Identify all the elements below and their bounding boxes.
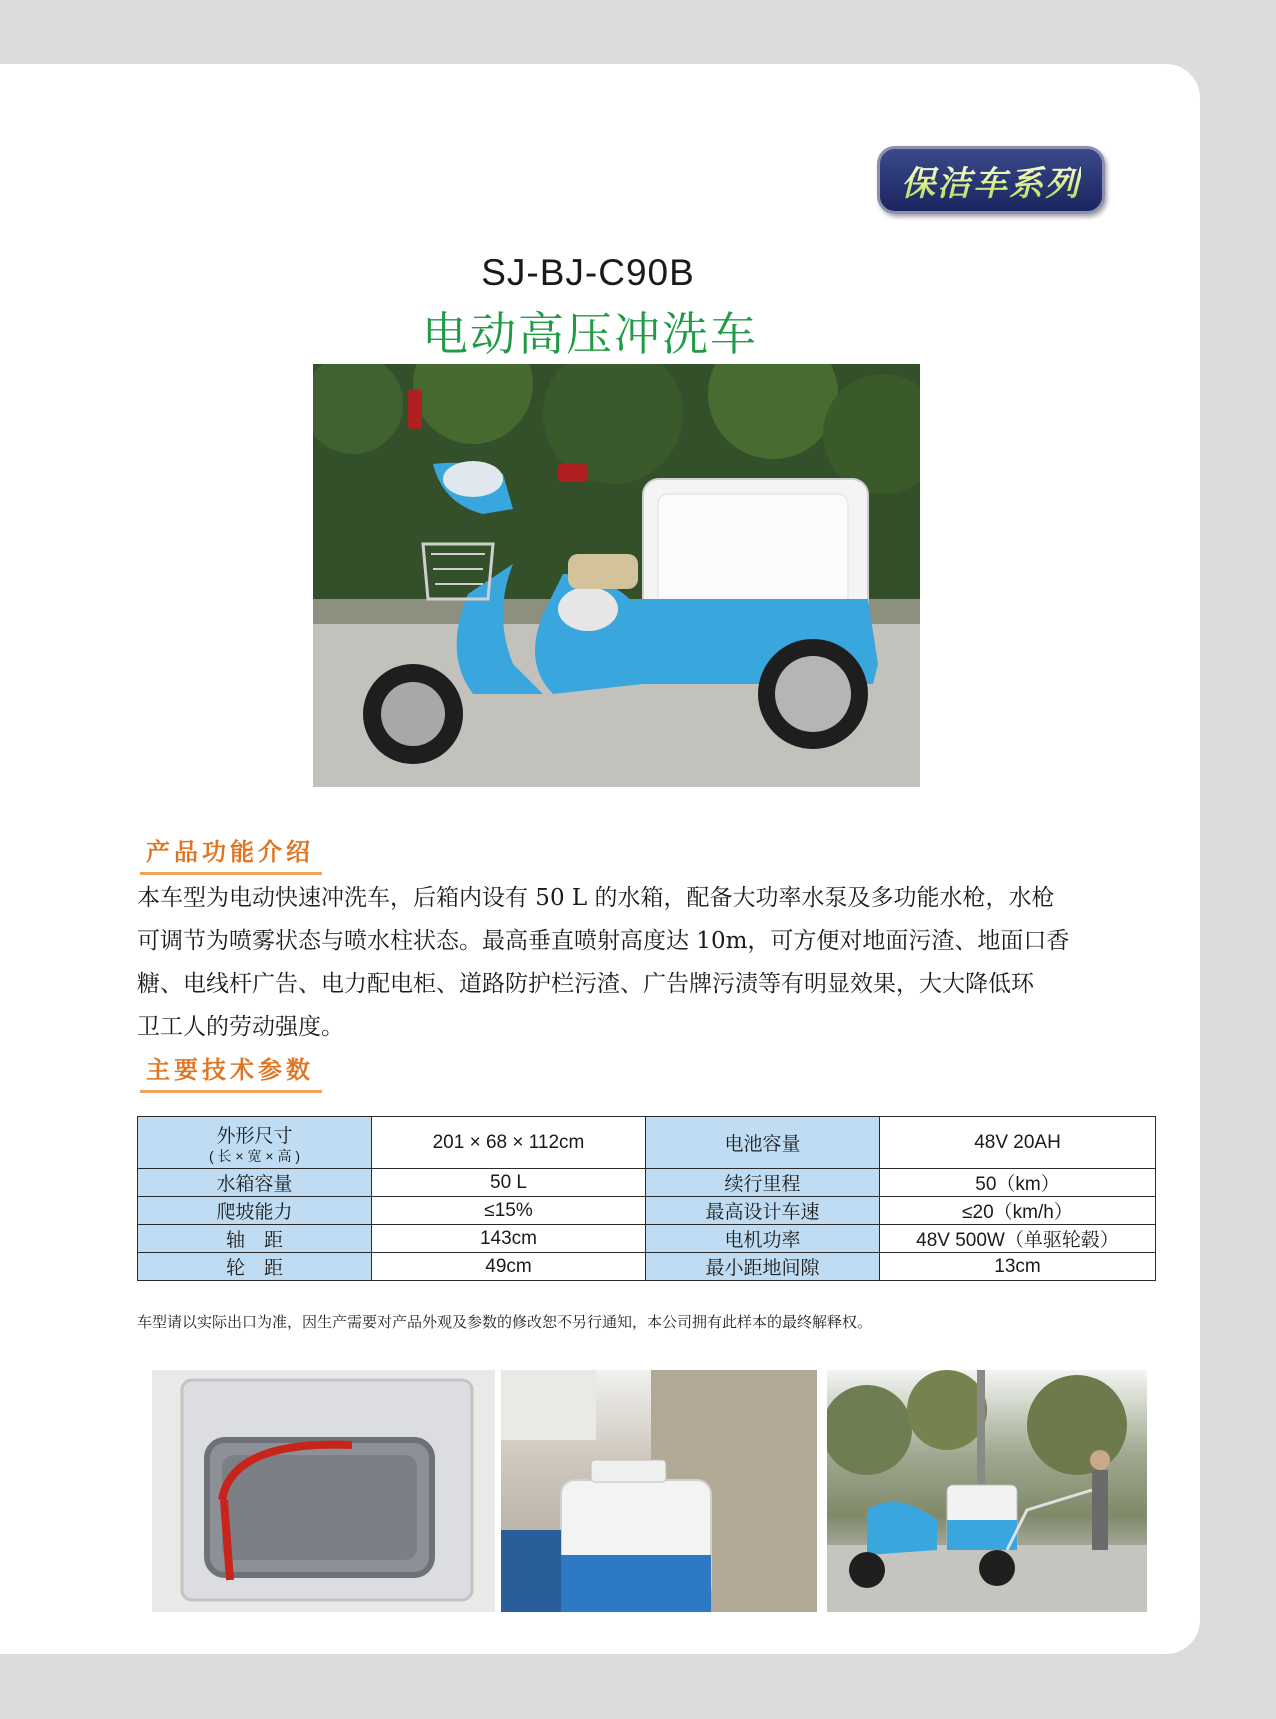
spec-label: 电池容量 (646, 1117, 880, 1169)
hero-vehicle-photo (313, 364, 920, 787)
vehicle-illustration (313, 364, 920, 787)
spraying-demo-illustration (827, 1370, 1147, 1612)
series-badge-text: 保洁车系列 (901, 156, 1081, 205)
spec-value: 50（km） (880, 1169, 1156, 1197)
table-row (138, 1117, 1156, 1169)
intro-heading: 产品功能介绍 (146, 832, 314, 871)
intro-line: 糖、电线杆广告、电力配电柜、道路防护栏污渣、广告牌污渍等有明显效果，大大降低环 (137, 971, 1034, 997)
table-row (138, 1253, 1156, 1281)
series-badge (877, 146, 1105, 214)
table-row (138, 1197, 1156, 1225)
specs-heading: 主要技术参数 (146, 1050, 314, 1089)
spraying-demo-photo (827, 1370, 1147, 1612)
spec-label: 水箱容量 (138, 1169, 372, 1197)
product-title: 电动高压冲洗车 (422, 307, 758, 361)
intro-line: 本车型为电动快速冲洗车，后箱内设有 50 L 的水箱，配备大功率水泵及多功能水枪，水枪 (137, 885, 1055, 911)
spec-value: 48V 20AH (880, 1117, 1156, 1169)
spec-value: ≤15% (372, 1197, 646, 1225)
spec-value: 49cm (372, 1253, 646, 1281)
spec-value: 50 L (372, 1169, 646, 1197)
spec-value: ≤20（km/h） (880, 1197, 1156, 1225)
spec-label (138, 1117, 372, 1169)
intro-paragraph (137, 877, 1157, 1049)
table-row (138, 1169, 1156, 1197)
dimensions-label: 外形尺寸 (216, 1126, 293, 1147)
spec-value: 48V 500W（单驱轮毂） (880, 1225, 1156, 1253)
water-tank-photo (152, 1370, 495, 1612)
spec-label: 最高设计车速 (646, 1197, 880, 1225)
specs-table (137, 1116, 1156, 1281)
intro-line: 可调节为喷雾状态与喷水柱状态。最高垂直喷射高度达 10m，可方便对地面污渣、地面口香 (137, 928, 1070, 954)
spec-value: 143cm (372, 1225, 646, 1253)
model-number: SJ-BJ-C90B (481, 252, 695, 293)
spec-label: 轮 距 (138, 1253, 372, 1281)
vehicle-rear-illustration (501, 1370, 817, 1612)
water-tank-illustration (152, 1370, 495, 1612)
dimensions-sublabel: ( 长 × 宽 × 高 ) (208, 1148, 300, 1164)
disclaimer-text: 车型请以实际出口为准，因生产需要对产品外观及参数的修改恕不另行通知，本公司拥有此样本的最终解释权。 (137, 1313, 873, 1331)
spec-label: 续行里程 (646, 1169, 880, 1197)
vehicle-rear-photo (501, 1370, 817, 1612)
spec-label: 轴 距 (138, 1225, 372, 1253)
spec-label: 最小距地间隙 (646, 1253, 880, 1281)
intro-line: 卫工人的劳动强度。 (137, 1014, 344, 1040)
spec-value: 13cm (880, 1253, 1156, 1281)
spec-label: 爬坡能力 (138, 1197, 372, 1225)
spec-label: 电机功率 (646, 1225, 880, 1253)
spec-value: 201 × 68 × 112cm (372, 1117, 646, 1169)
table-row (138, 1225, 1156, 1253)
